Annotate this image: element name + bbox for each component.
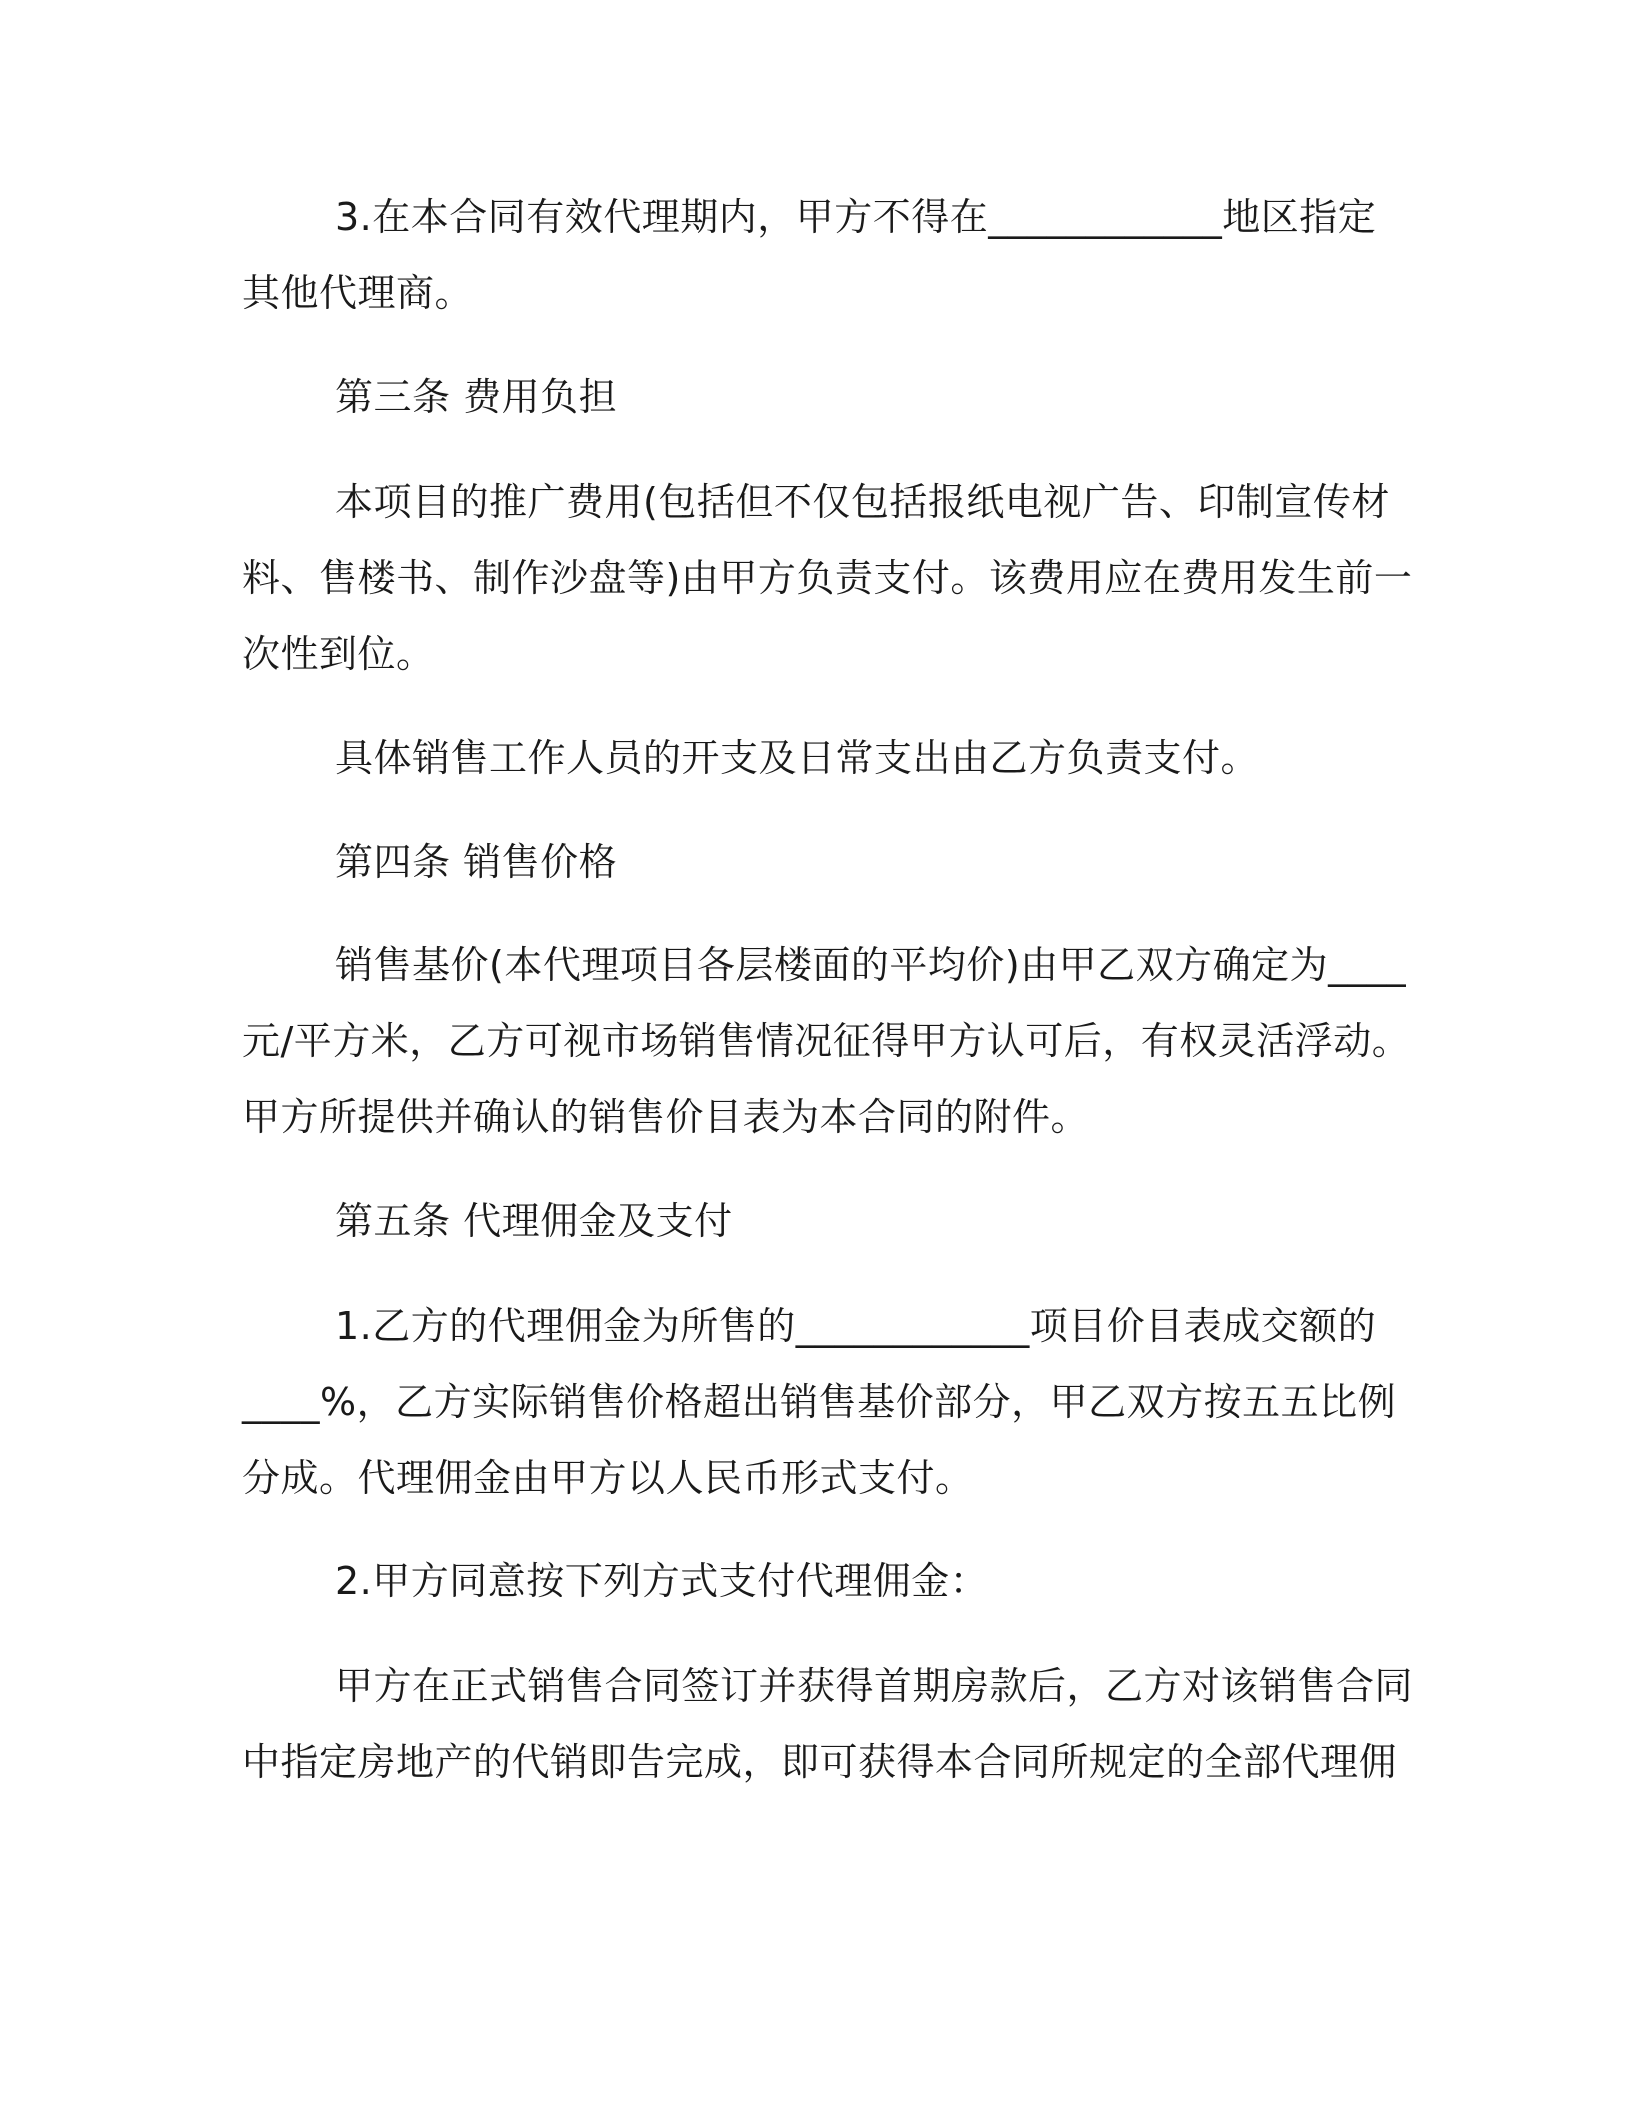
article-5-para-line-1: 甲方在正式销售合同签订并获得首期房款后，乙方对该销售合同 — [335, 1664, 1414, 1708]
article-3-para-2: 具体销售工作人员的开支及日常支出由乙方负责支付。 — [335, 736, 1260, 780]
article-5-para-line-2: 中指定房地产的代销即告完成，即可获得本合同所规定的全部代理佣 — [242, 1740, 1398, 1784]
article-5-clause-1-line-3: 分成。代理佣金由甲方以人民币形式支付。 — [242, 1456, 974, 1500]
article-3-para-1-line-3: 次性到位。 — [242, 632, 435, 676]
clause-3-line-1: 3.在本合同有效代理期内，甲方不得在____________地区指定 — [335, 195, 1377, 239]
article-5-clause-1-line-1: 1.乙方的代理佣金为所售的____________项目价目表成交额的 — [335, 1304, 1377, 1348]
article-4-heading: 第四条 销售价格 — [335, 840, 618, 884]
article-4-para-line-1: 销售基价(本代理项目各层楼面的平均价)由甲乙双方确定为____ — [335, 943, 1407, 987]
article-3-para-1-line-2: 料、售楼书、制作沙盘等)由甲方负责支付。该费用应在费用发生前一 — [242, 556, 1413, 600]
article-5-clause-1-line-2: ____%，乙方实际销售价格超出销售基价部分，甲乙双方按五五比例 — [242, 1380, 1397, 1424]
clause-3-line-2: 其他代理商。 — [242, 271, 474, 315]
article-5-clause-2: 2.甲方同意按下列方式支付代理佣金： — [335, 1559, 989, 1603]
article-4-para-line-3: 甲方所提供并确认的销售价目表为本合同的附件。 — [242, 1095, 1090, 1139]
article-3-heading: 第三条 费用负担 — [335, 375, 618, 419]
article-4-para-line-2: 元/平方米，乙方可视市场销售情况征得甲方认可后，有权灵活浮动。 — [242, 1019, 1411, 1063]
article-3-para-1-line-1: 本项目的推广费用(包括但不仅包括报纸电视广告、印制宣传材 — [335, 480, 1390, 524]
article-5-heading: 第五条 代理佣金及支付 — [335, 1199, 733, 1243]
